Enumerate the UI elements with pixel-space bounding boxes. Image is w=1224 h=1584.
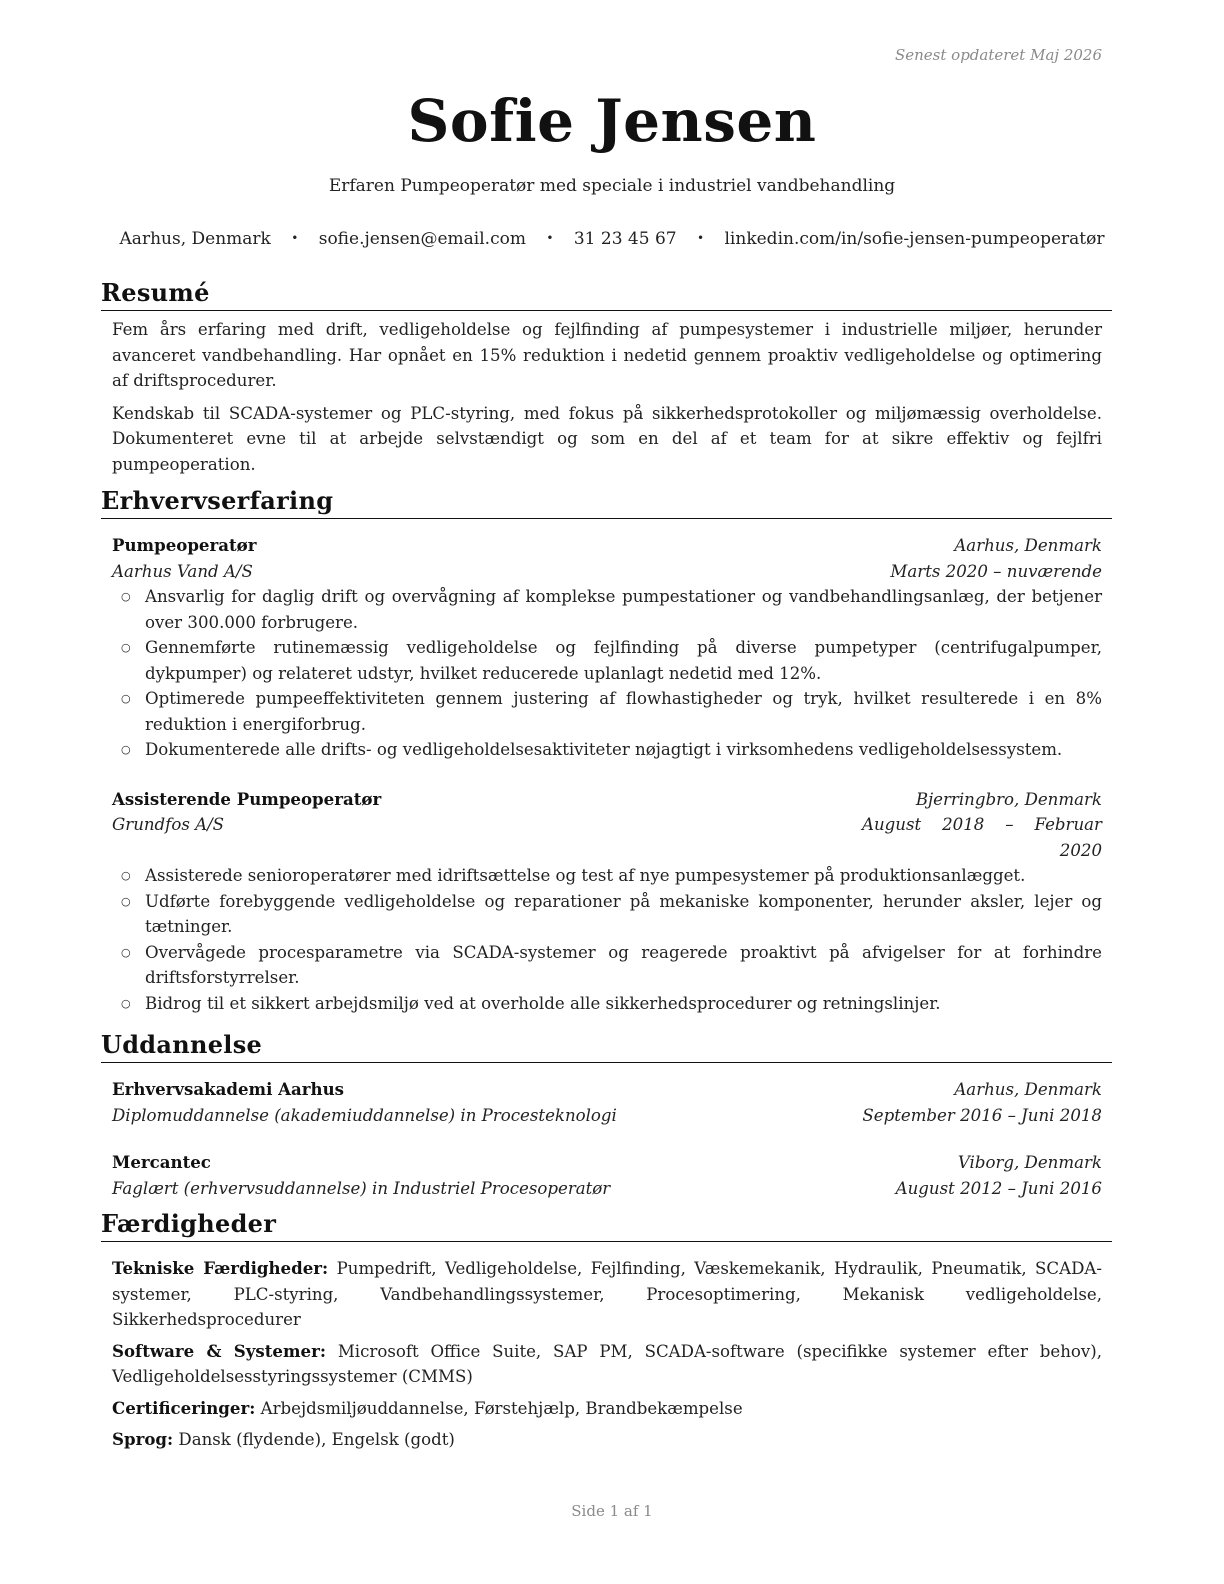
tagline: Erfaren Pumpeoperatør med speciale i industriel vandbehandling [328,176,896,196]
skill-row [112,1396,1102,1422]
bullet-text: Dokumenterede alle drifts- og vedligeholdelsesaktiviteter nøjagtigt i virksomhedens vedligeholdelsessystem. [145,740,1063,759]
contact-location: Aarhus, Denmark [119,229,271,249]
skill-row [112,1339,1102,1390]
bullet-text: Ansvarlig for daglig drift og overvågning af komplekse pumpestationer og vandbehandlingsanlæg, der betjener over 300.000 forbrugere. [145,587,1102,632]
candidate-name: Sofie Jensen [407,87,817,155]
skill-value: Microsoft Office Suite, SAP PM, SCADA-software (specifikke systemer efter behov), Vedligeholdelsesstyringssystemer (CMMS) [112,1341,1102,1386]
bullet-text: Bidrog til et sikkert arbejdsmiljø ved at overholde alle sikkerhedsprocedurer og retningslinjer. [145,993,941,1013]
job-dates: August 2018 – Februar 2020 [862,815,1102,860]
bullet-separator-icon: • [697,231,705,245]
education-section [101,1028,1112,1201]
skills-heading: Færdigheder [101,1207,1112,1242]
bullet-text: Optimerede pumpeeffektiviteten gennem justering af flowhastigheder og tryk, hvilket resulterede i en 8% reduktion i energiforbrug. [145,689,1102,734]
last-updated: Senest opdateret Maj 2026 [894,46,1102,64]
list-item [121,584,1102,635]
list-item [121,940,1102,991]
skill-label: Tekniske Færdigheder: [112,1258,329,1278]
circle-bullet-icon: ○ [121,869,131,882]
school-name: Mercantec [112,1152,211,1172]
circle-bullet-icon: ○ [121,894,131,908]
summary-heading: Resumé [101,276,1112,311]
list-item [121,889,1102,940]
contact-phone[interactable]: 31 23 45 67 [573,229,677,249]
summary-section [101,276,1112,477]
skills-section [101,1207,1112,1453]
skill-value: Dansk (flydende), Engelsk (godt) [178,1430,455,1449]
job-entry [112,787,1102,1017]
circle-bullet-icon: ○ [121,692,131,705]
skill-value: Pumpedrift, Vedligeholdelse, Fejlfinding, Væskemekanik, Hydraulik, Pneumatik, SCADA-systemer, PLC-styring, Vandbehandlingssystemer, Procesoptimering, Mekanisk vedligeholdelse, Sikkerhedsprocedurer [112,1259,1103,1329]
list-item [121,635,1102,686]
school-location: Viborg, Denmark [957,1153,1102,1172]
job-bullets [112,584,1102,763]
skill-row [112,1427,1102,1453]
experience-section [101,484,1112,1016]
bullet-text: Assisterede senioroperatører med idriftsættelse og test af nye pumpesystemer på produktionsanlægget. [145,866,1026,885]
list-item [121,737,1102,763]
skill-row [112,1256,1102,1333]
bullet-text: Overvågede procesparametre via SCADA-systemer og reagerede proaktivt på afvigelser for at forhindre driftsforstyrrelser. [145,942,1102,987]
job-bullets [112,863,1102,1016]
circle-bullet-icon: ○ [121,743,131,756]
bullet-text: Gennemførte rutinemæssig vedligeholdelse og fejlfinding på diverse pumpetyper (centrifugalpumper, dykpumper) og relateret udstyr, hvilket reducerede uplanlagt nedetid med 12%. [145,638,1102,683]
school-dates: September 2016 – Juni 2018 [862,1105,1102,1125]
school-degree: Faglært (erhvervsuddannelse) in Industriel Procesoperatør [112,1178,611,1198]
job-title: Pumpeoperatør [112,535,257,555]
education-entry [112,1077,1102,1128]
list-item [121,686,1102,737]
school-name: Erhvervsakademi Aarhus [112,1079,345,1099]
resume-content [101,276,1112,1459]
circle-bullet-icon: ○ [121,590,131,603]
job-location: Bjerringbro, Denmark [915,789,1102,809]
skill-label: Software & Systemer: [112,1340,326,1361]
circle-bullet-icon: ○ [121,996,131,1010]
contact-email[interactable]: sofie.jensen@email.com [318,229,526,249]
summary-paragraph: Kendskab til SCADA-systemer og PLC-styring, med fokus på sikkerhedsprotokoller og miljømæssig overholdelse. Dokumenteret evne til at arbejde selvstændigt og som en del af et team for at sikre effektiv og fejlfri pumpeoperation. [112,403,1102,474]
list-item [121,863,1102,889]
school-dates: August 2012 – Juni 2016 [895,1178,1102,1198]
experience-heading: Erhvervserfaring [101,484,1112,519]
page-number: Side 1 af 1 [571,1502,653,1520]
school-degree: Diplomuddannelse (akademiuddannelse) in Procesteknologi [112,1105,617,1125]
job-company: Grundfos A/S [112,815,225,834]
summary-paragraph: Fem års erfaring med drift, vedligeholdelse og fejlfinding af pumpesystemer i industrielle miljøer, herunder avanceret vandbehandling. Har opnået en 15% reduktion i nedetid gennem proaktiv vedligeholdelse og optimering af driftsprocedurer. [112,320,1102,390]
job-dates: Marts 2020 – nuværende [890,561,1102,581]
job-location: Aarhus, Denmark [954,536,1102,555]
school-location: Aarhus, Denmark [954,1080,1102,1099]
circle-bullet-icon: ○ [121,641,131,654]
education-heading: Uddannelse [101,1028,1112,1063]
contact-line [0,229,1224,249]
skill-label: Certificeringer: [112,1397,256,1418]
contact-linkedin[interactable]: linkedin.com/in/sofie-jensen-pumpeoperatør [724,229,1105,249]
skill-value: Arbejdsmiljøuddannelse, Førstehjælp, Brandbekæmpelse [260,1398,743,1418]
list-item [121,991,1102,1017]
bullet-separator-icon: • [546,231,554,245]
bullet-text: Udførte forebyggende vedligeholdelse og reparationer på mekaniske komponenter, herunder aksler, lejer og tætninger. [145,891,1102,936]
bullet-separator-icon: • [291,231,299,245]
circle-bullet-icon: ○ [121,945,131,959]
job-entry [112,533,1102,763]
skill-label: Sprog: [112,1429,174,1449]
job-company: Aarhus Vand A/S [112,561,253,581]
job-title: Assisterende Pumpeoperatør [112,788,382,809]
education-entry [112,1150,1102,1201]
